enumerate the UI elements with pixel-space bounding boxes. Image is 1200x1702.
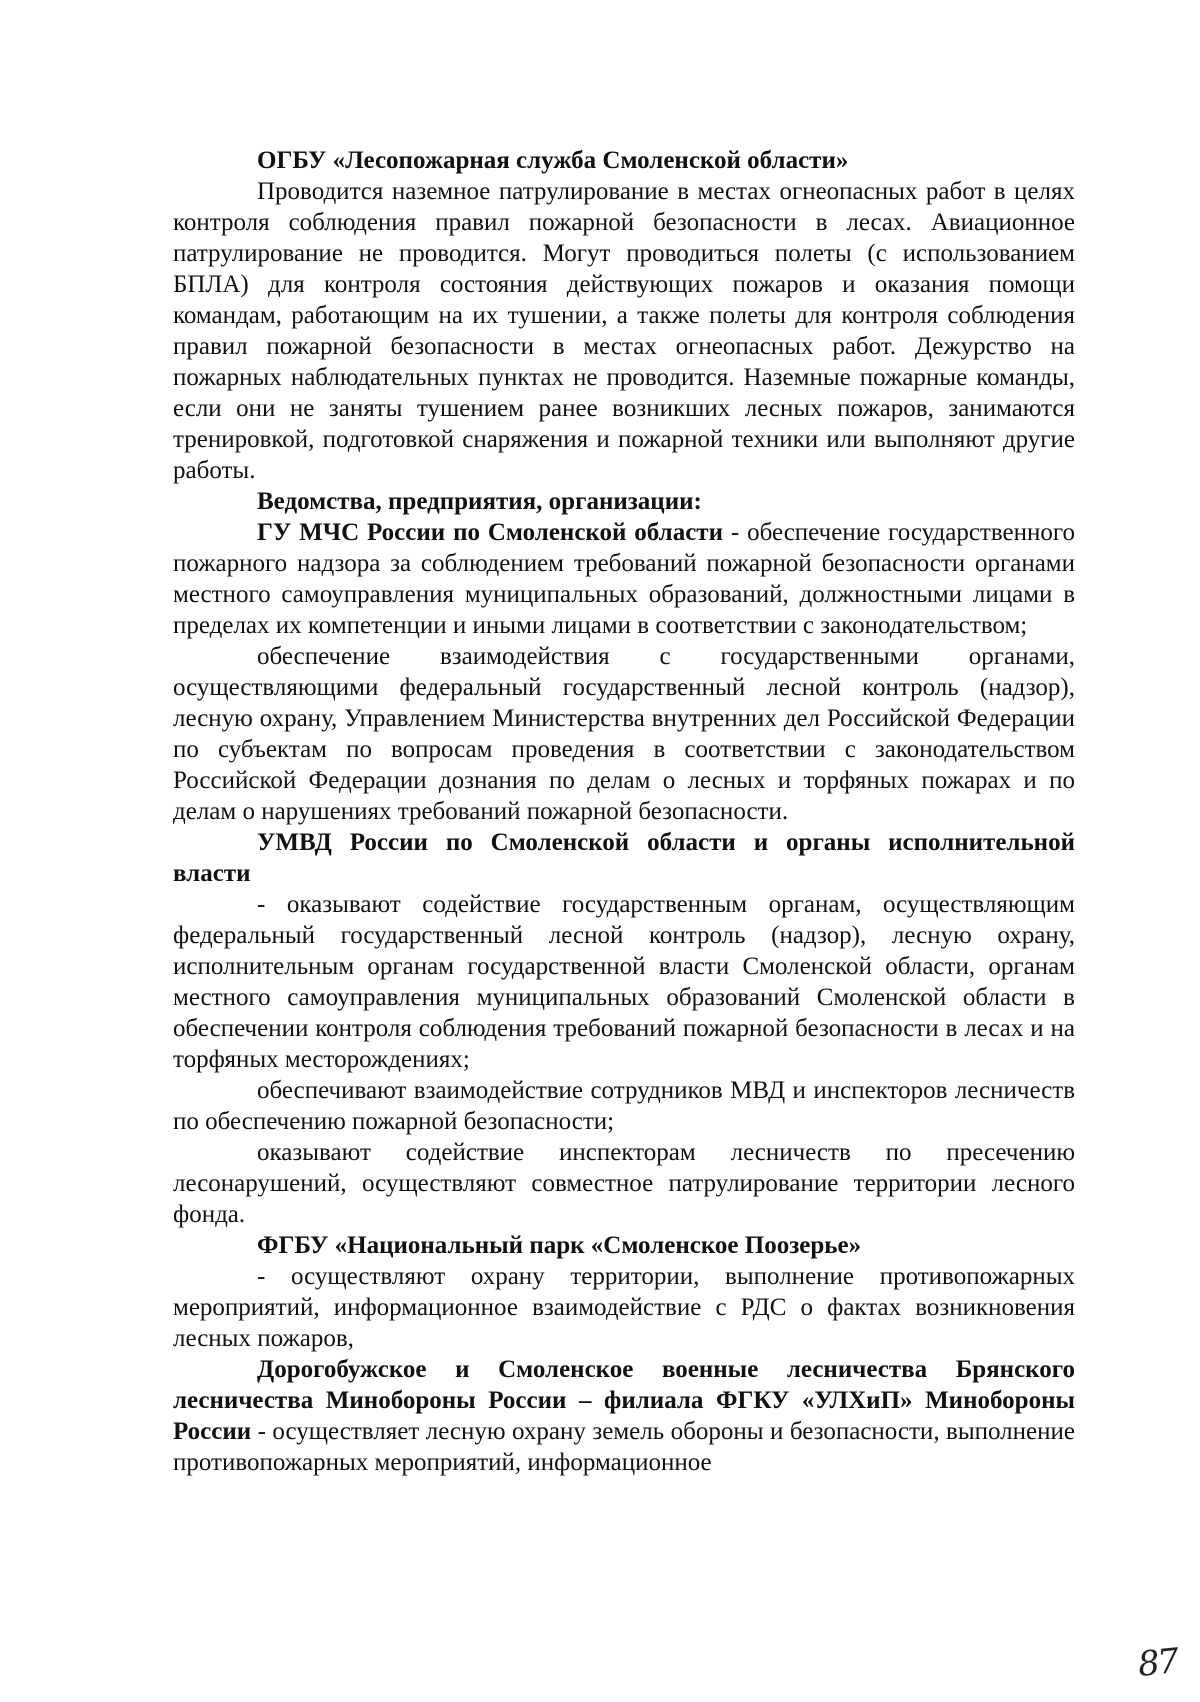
paragraph-mchs-2: обеспечение взаимодействия с государственными органами, осуществляющими федеральный государственный лесной контроль (надзор), лесную охрану, Управлением Министерства внутренних дел Российской Федерации по субъектам по вопросам проведения в соответствии с законодательством Российской Федерации дознания по делам о лесных и торфяных пожарах и по делам о нарушениях требований пожарной безопасности. [173,643,1075,825]
paragraph-umvd-2: обеспечивают взаимодействие сотрудников МВД и инспекторов лесничеств по обеспечению пожарной безопасности; [173,1077,1075,1135]
page-number: 87 [1136,1641,1180,1685]
paragraph-park: - осуществляют охрану территории, выполнение противопожарных мероприятий, информационное взаимодействие с РДС о фактах возникновения лесных пожаров, [173,1263,1075,1352]
paragraph-military [173,1354,1075,1478]
org-name-military: Дорогобужское и Смоленское военные лесничества Брянского лесничества Минобороны России – филиала ФГКУ «УЛХиП» Минобороны России [173,1356,1075,1445]
section-title-umvd: УМВД России по Смоленской области и органы исполнительной власти [173,829,1075,887]
section-title-park: ФГБУ «Национальный парк «Смоленское Поозерье» [257,1232,862,1259]
section-title-lesopozharnaya: ОГБУ «Лесопожарная служба Смоленской области» [257,147,849,174]
document-body [173,145,1075,1478]
mchs-text: - обеспечение государственного пожарного надзора за соблюдением требований пожарной безопасности органами местного самоуправления муниципальных образований, должностными лицами в пределах их компетенции и иными лицами в соответствии с законодательством; [173,519,1075,639]
paragraph-umvd-1: - оказывают содействие государственным органам, осуществляющим федеральный государственный лесной контроль (надзор), лесную охрану, исполнительным органам государственной власти Смоленской области, органам местного самоуправления муниципальных образований Смоленской области в обеспечении контроля соблюдения требований пожарной безопасности в лесах и на торфяных месторождениях; [173,891,1075,1073]
section-title-organizations: Ведомства, предприятия, организации: [257,488,702,515]
org-name-mchs: ГУ МЧС России по Смоленской области [257,519,723,546]
paragraph-mchs [173,517,1075,641]
military-text: - осуществляет лесную охрану земель обороны и безопасности, выполнение противопожарных мероприятий, информационное [173,1418,1075,1476]
paragraph-lesopozharnaya: Проводится наземное патрулирование в местах огнеопасных работ в целях контроля соблюдения правил пожарной безопасности в лесах. Авиационное патрулирование не проводится. Могут проводиться полеты (с использованием БПЛА) для контроля состояния действующих пожаров и оказания помощи командам, работающим на их тушении, а также полеты для контроля соблюдения правил пожарной безопасности в местах огнеопасных работ. Дежурство на пожарных наблюдательных пунктах не проводится. Наземные пожарные команды, если они не заняты тушением ранее возникших лесных пожаров, занимаются тренировкой, подготовкой снаряжения и пожарной техники или выполняют другие работы. [173,178,1075,484]
paragraph-umvd-3: оказывают содействие инспекторам лесничеств по пресечению лесонарушений, осуществляют совместное патрулирование территории лесного фонда. [173,1139,1075,1228]
